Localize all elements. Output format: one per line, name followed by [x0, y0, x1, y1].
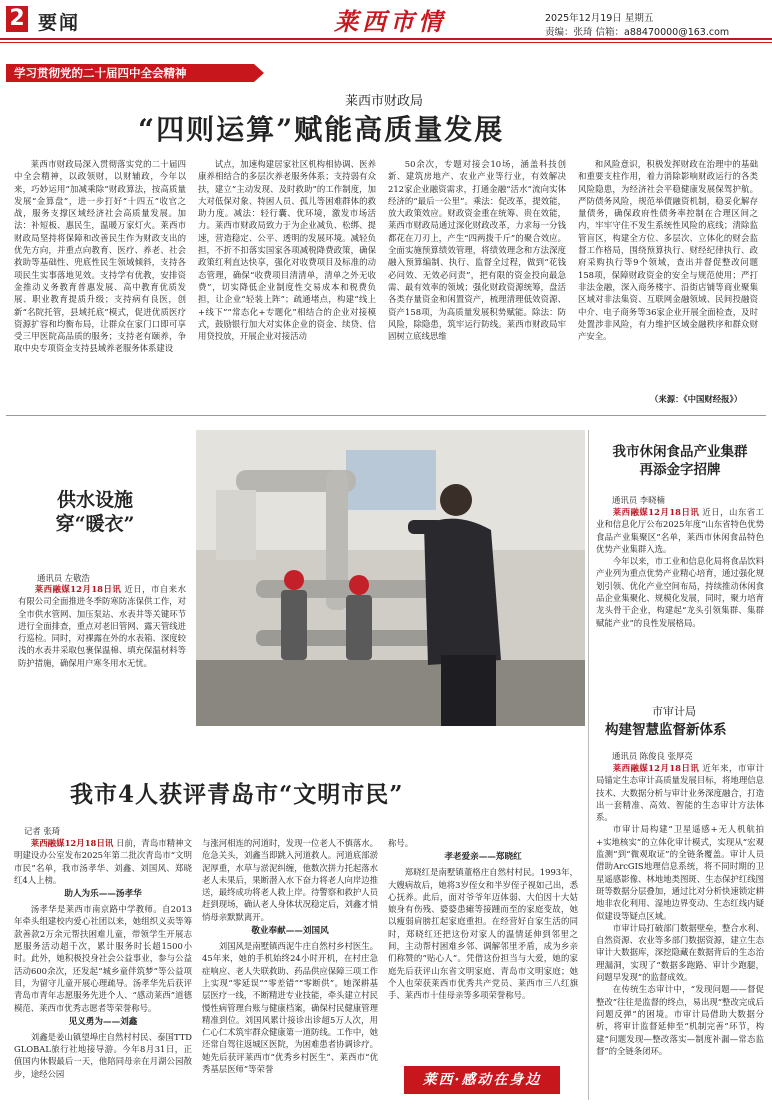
editor-info: 责编：张琦 信箱：a88470000@163.com — [545, 27, 730, 38]
audit-text-3: 市审计局打破部门数据壁垒，整合水利、自然资源、农业等多部门数据资源，建立生态审计大数据库，深挖隐藏在数据背后的生态治理漏洞，实现了“数据多跑路、审计少跑腿，问题早发现”的监督成效。 — [596, 922, 764, 983]
article1-kicker: 莱西市财政局 — [345, 94, 424, 109]
column-divider — [588, 430, 589, 1100]
audit-kicker: 市审计局 — [652, 705, 696, 718]
article3-lead: 莱西融媒12月18日讯 — [30, 838, 114, 848]
audit-title: 构建智慧监督新体系 — [605, 722, 727, 738]
article3-column-1 — [14, 837, 192, 1102]
supply-title — [20, 488, 170, 536]
audit-text-1: 近年来，市审计局锚定生态审计高质量发展目标，将地理信息技术、大数据分析与审计业务深度融合，打造出一套精准、高效、智能的生态审计方法体系。 — [596, 763, 764, 823]
worker-photo — [196, 430, 585, 726]
article3-text-1: 汤孝华是莱西市南京路中学教师。自2013年牵头组建校内爱心社团以来，她组织义卖等筹款善款2万余元帮扶困难儿童，带领学生开展志愿服务活动超千次，累计服务时长超1500小时。此外，她积极投身社会公益事业，参与公益活动600余次，还发起“城乡童伴筑梦”等公益项目，为留守儿童开展心理疏导。汤孝华先后获评青岛市青年志愿服务先进个人、“感动莱西”道德模范、莱西市优秀志愿者等荣誉称号。 — [14, 904, 192, 1013]
section-divider — [6, 415, 766, 416]
snack-body — [596, 506, 764, 671]
snack-title-line-1: 我市休闲食品产业集群 — [612, 444, 748, 460]
article1-column-4 — [578, 158, 758, 408]
article3-title: 我市4人获评青岛市“文明市民” — [70, 781, 404, 808]
snack-title-line-2: 再添金字招牌 — [639, 462, 721, 478]
slogan-banner: 莱西·感动在身边 — [404, 1066, 560, 1094]
article3-text-6: 郑晓红是南墅镇董格庄自然村村民。1993年，大嫂病故后，她将3岁侄女和半岁侄子视如己出，悉心抚养。此后，面对爷爷年迈体弱、大伯因十大姑娘身有伤残、婆婆患瘫等接踵而至的家庭变故，她以瘦弱肩膀扛起家庭重担。在经营好自家生活的同时，郑晓红还把这份对家人的温情延伸到邻里之间，主动帮村困难乡邻、调解邻里矛盾，成为乡亲们称赞的“贴心人”。凭借这份担当与大爱，她的家庭先后获评山东省文明家庭、青岛市文明家庭；她个人也荣获莱西市优秀共产党员、莱西市三八红旗手、莱西市十佳母亲等多项荣誉称号。 — [388, 867, 578, 1001]
article1-text-4: 和风险意识，积极发挥财政在治理中的基础和重要支柱作用，着力消除影响财政运行的各类风险隐患，为经济社会平稳健康发展保驾护航。严防债务风险，规范举债融资机制，稳妥化解存量债务，确保政府性债务率控制在合理区间之内，牢牢守住不发生系统性风险的底线；清除监管盲区，构建全方位、多层次、立体化的财会监督工作格局，围绕预算执行、财经纪律执行、政府采购执行等9个领域，查出并督促整改问题158项，保障财政资金的安全与规范使用；严打非法金融，深入商务楼宇、沿街店铺等商业聚集区域对非法集资、互联网金融领域、民间投融资中介、电子商务等36家企业开展全面检查，及时处置涉非风险，有力维护区域金融秩序和群众财产安全。 — [578, 159, 758, 342]
snack-text-1: 近日，山东省工业和信息化厅公布2025年度“山东省特色优势食品产业集聚区”名单，莱西市休闲食品特色优势产业集群入选。 — [596, 507, 764, 554]
article3-text-4: 刘国风是南墅镇西泥牛庄自然村乡村医生。45年来，她的手机始终24小时开机，在村庄急症响应、老人失联救助、药品供应保障三项工作上实现“零延误”“零差错”“零断供”。她深耕基层医疗一线，不断精进专业技能，牵头建立村民慢性病管理台账与健康档案，确保村民健康管理精准到位。刘国风累计接诊出诊超5万人次，用仁心仁术筑牢群众健康第一道防线。工作中，她还常自驾往返城区医院，为困难患者协调诊疗。她先后获评莱西市“优秀乡村医生”、莱西市“优秀基层医师”等荣誉 — [202, 941, 378, 1075]
supply-lead: 莱西融媒12月18日讯 — [34, 584, 122, 594]
article3-column-3 — [388, 837, 578, 1102]
subhead-4: 孝老爱亲——郑晓红 — [444, 852, 522, 863]
article3-text-3: 与涨河相连的河道时，发现一位老人不慎落水。危急关头，刘鑫当即跳入河道救人。河道底部淤泥厚重，水草与淤泥纠缠，他数次拼力托起落水老人未果后，果断潜入水下奋力将老人向岸边推送，最终成功将老人救上岸。待警察和救护人员赶到现场，确认老人身体状况稳定后，刘鑫才悄悄母亲默默离开。 — [202, 838, 378, 922]
article1-source: （来源：《中国财经报》） — [650, 394, 743, 404]
subhead-2: 见义勇为——刘鑫 — [68, 1016, 138, 1027]
article1-column-2 — [198, 158, 376, 408]
audit-lead: 莱西融媒12月18日讯 — [612, 763, 700, 773]
article1-column-1 — [14, 158, 186, 408]
page-number: 2 — [6, 6, 28, 32]
snack-byline: 通讯员 李晓楠 — [612, 495, 665, 505]
article3-column-2 — [202, 837, 378, 1102]
header-divider — [0, 38, 772, 40]
audit-text-2: 市审计局构建“卫星遥感+无人机航拍+实地核实”的立体化审计模式，实现从“宏观监测”到“微观取证”的全链条覆盖。审计人员借助ArcGIS地理信息系统，将不同时期的卫星遥感影像、林地地类图斑、生态保护红线图斑等数据分层叠加，通过比对分析快速锁定耕地非农化利用、湿地边界变动、生态红线内疑似建设等疑点区域。 — [596, 824, 764, 921]
topic-banner: 学习贯彻党的二十届四中全会精神 — [6, 64, 254, 82]
supply-body — [18, 583, 186, 693]
header-divider-thin — [0, 42, 772, 43]
audit-body — [596, 762, 764, 1102]
supply-title-line-1: 供水设施 — [56, 489, 133, 511]
subhead-3: 敬业奉献——刘国风 — [251, 926, 329, 937]
snack-title — [596, 443, 764, 479]
issue-date: 2025年12月19日 星期五 — [545, 13, 654, 24]
article3-byline: 记者 张琦 — [24, 826, 61, 836]
section-name: 要闻 — [38, 12, 81, 34]
supply-byline: 通讯员 左敬浩 — [37, 573, 90, 583]
masthead-logo: 莱西市情 — [334, 7, 446, 36]
supply-text: 近日，市自来水有限公司全面推进冬季防寒防冻保供工作，对全市供水管网、加压泵站、水表井等关键环节进行全面排查，重点对老旧管网、露天管线进行巡检。同时，对裸露在外的水表箱、深度较浅的水表井采取包裹保温棉、填充保温材料等防护措施，确保用户寒冬用水无忧。 — [18, 584, 186, 668]
supply-title-line-2: 穿“暖衣” — [55, 513, 135, 535]
article1-text-3: 50余次，专题对接会10场，涵盖科技创新、建筑房地产、农业产业等行业，有效解决212家企业融资需求，打通金融“活水”流向实体经济的“最后一公里”。乘法：促改革，提效能，放大政策效应。财政资金重在统筹、贵在效能，莱西市财政局通过深化财政改革，力求每一分钱都花在刀刃上，产生“四两拨千斤”的聚合效应。全面实施预算绩效管理，将绩效理念和方法深度融入预算编制、执行、监督全过程，做到“花钱必问效、无效必问责”，把有限的资金投向最急需、最有效率的领域；强化财政资源统筹，盘活各类存量资金和闲置资产，梳理清理低效资源、资产158项，为高质量发展积势赋能。除法：防风险，除隐患，筑牢运行防线。莱西市财政局牢固树立底线思维 — [388, 159, 566, 342]
audit-text-4: 在传统生态审计中，“发现问题——督促整改”往往是监督的终点，易出现“整改完成后问题反弹”的困境。市审计局借助大数据分析，将审计监督延伸至“机制完善”环节，构建“问题发现—整改落实—制度补漏—常态监督”的全链条闭环。 — [596, 984, 764, 1056]
water-pump-photo-icon — [196, 430, 585, 726]
article1-column-3 — [388, 158, 566, 408]
article3-text-5: 称号。 — [388, 838, 414, 848]
article1-title: “四则运算”赋能高质量发展 — [138, 113, 505, 146]
article1-text-2: 试点，加速构建居家社区机构相协调、医养康养相结合的多层次养老服务体系；支持弱有众扶，建立“主动发现、及时救助”的工作制度，加大对低保对象、特困人员、孤儿等困难群体的救助力度。减法：轻行囊、优环境，激发市场活力。莱西市财政局致力于为企业减负、松绑、提速，营造稳定、公平、透明的发展环境。减轻负担，不折不扣落实国家各项减税降费政策，确保政策红利直达快享，强化对收费项目及标准的动态管理，确保“收费项目清清单，清单之外无收费”，切实降低企业制度性交易成本和税费负担，让企业“轻装上阵”；疏通堵点，构建“线上+线下”“常态化+专题化”相结合的企业对接模式，鼓励银行加大对实体企业的资金、续贷、信用贷投放，开展企业对接活动 — [198, 159, 376, 342]
snack-text-2: 今年以来，市工业和信息化局将食品饮料产业列为重点优势产业精心培育，通过强化规划引领、优化产业空间布局，持续推动休闲食品企业集聚化、规模化发展，同时，聚力培育龙头骨干企业，构建起“龙头引领集群、集群赋能产业”的良性发展格局。 — [596, 556, 764, 628]
subhead-1: 助人为乐——汤孝华 — [64, 889, 142, 900]
article3-text-2: 刘鑫是姜山镇望埠庄自然村村民、泰国TTD GLOBAL旅行社地接导游。今年8月31日，正值国内休假最后一天，他陪同母亲在月湖公园散步，途经公园 — [14, 1031, 192, 1079]
article1-text-1: 莱西市财政局深入贯彻落实党的二十届四中全会精神，以政领财，以财辅政，今年以来，巧妙运用“加减乘除”财政算法，按高质量发展“金算盘”，进一步打好“十四五”收官之战，服务支撑区域经济社会高质量发展。加法：补短板、惠民生，温暖万家灯火。莱西市财政局坚持将保障和改善民生作为财政支出的优先方向，并重点向教育、医疗、养老、社会救助等基础性、兜底性民生领域倾斜，支持各项民生实事落地见效。支持学有优教，安排资金推动义务教育普惠发展、高中教育优质发展、职业教育提质升级；支持病有良医，创新“名院托管，县域托底”模式，促进优质医疗资源扩容和均衡布局，让群众在家门口即可享受三甲医院高品质的服务；支持老有颐养，争取中央专项资金支持县域养老服务体系建设 — [14, 159, 186, 354]
audit-byline: 通讯员 陈俊良 张厚亮 — [612, 751, 693, 761]
banner-arrow — [254, 64, 264, 82]
snack-lead: 莱西融媒12月18日讯 — [612, 507, 700, 517]
article3-intro: 日前，青岛市精神文明建设办公室发布2025年第二批次青岛市“文明市民”名单，我市汤孝华、刘鑫、刘国风、郑晓红4人上榜。 — [14, 838, 192, 885]
